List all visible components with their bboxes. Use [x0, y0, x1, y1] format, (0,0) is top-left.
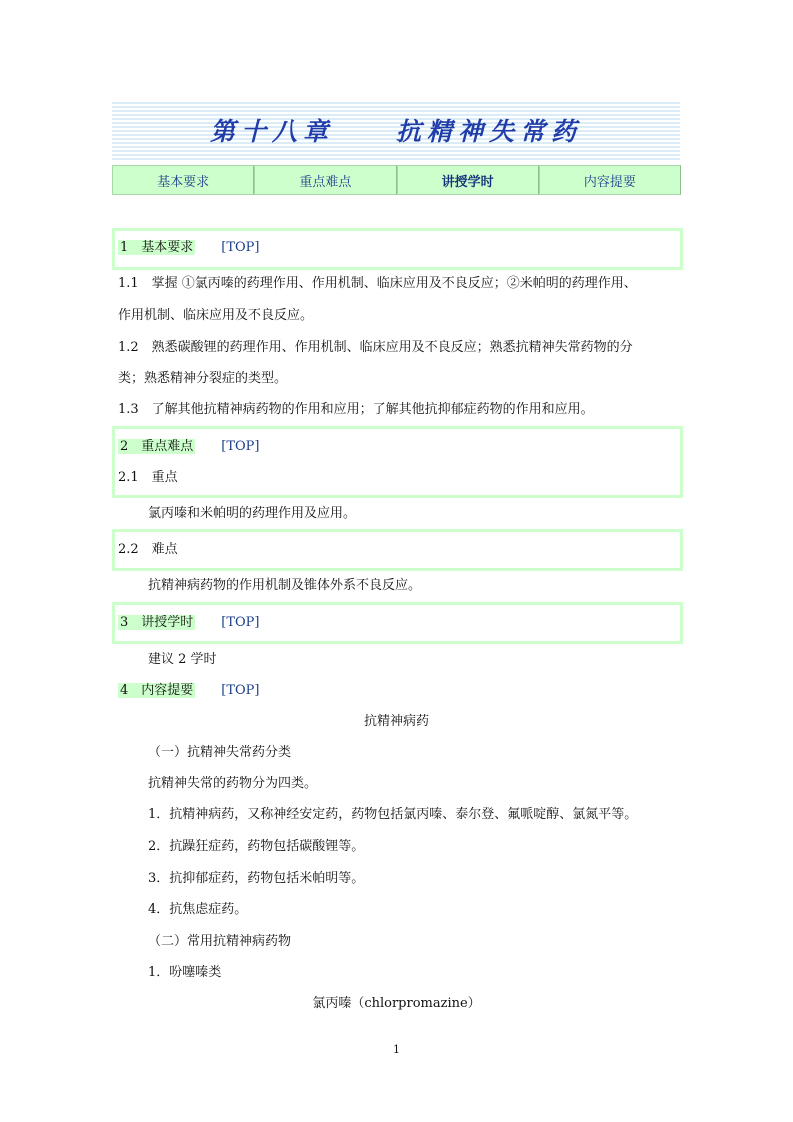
tab-teaching-hours[interactable]: 讲授学时 — [397, 165, 539, 195]
section4-heading: 4 内容提要 — [120, 683, 194, 698]
section1-heading-row — [118, 239, 260, 257]
top-link-2[interactable]: [TOP] — [221, 439, 260, 454]
top-link-1[interactable]: [TOP] — [221, 240, 260, 255]
tab-content-summary[interactable]: 内容提要 — [539, 165, 681, 195]
section2-heading-row — [118, 438, 260, 456]
section4-part2: （二）常用抗精神病药物 — [148, 934, 292, 949]
section2-sub1-text: 氯丙嗪和米帕明的药理作用及应用。 — [148, 506, 357, 521]
list-item: 3．抗抑郁症药，药物包括米帕明等。 — [148, 871, 365, 886]
section4-sub: 1．吩噻嗪类 — [148, 965, 222, 980]
top-link-3[interactable]: [TOP] — [221, 615, 260, 630]
tab-basic-requirements[interactable]: 基本要求 — [112, 165, 254, 195]
section-nav — [112, 165, 681, 195]
chapter-banner — [112, 100, 680, 160]
section3-heading-row — [118, 614, 260, 632]
section3-text: 建议 2 学时 — [148, 652, 217, 667]
section2-sub2-text: 抗精神病药物的作用机制及锥体外系不良反应。 — [148, 578, 422, 593]
section2-heading-box — [112, 426, 683, 498]
section4-heading-row — [118, 682, 260, 700]
section1-item2-line1: 1.2 熟悉碳酸锂的药理作用、作用机制、临床应用及不良反应；熟悉抗精神失常药物的分 — [118, 340, 633, 355]
section1-item1-line2: 作用机制、临床应用及不良反应。 — [118, 308, 314, 323]
tab-key-points[interactable]: 重点难点 — [254, 165, 396, 195]
section2-sub2: 2.2 难点 — [118, 542, 178, 557]
section1-heading: 1 基本要求 — [120, 240, 194, 255]
drug-title: 氯丙嗪（chlorpromazine） — [312, 996, 481, 1011]
page-number: 1 — [393, 1043, 400, 1056]
section4-part1: （一）抗精神失常药分类 — [148, 745, 292, 760]
list-item: 4．抗焦虑症药。 — [148, 902, 248, 917]
top-link-4[interactable]: [TOP] — [221, 683, 260, 698]
list-item: 1．抗精神病药，又称神经安定药，药物包括氯丙嗪、泰尔登、氟哌啶醇、氯氮平等。 — [148, 807, 638, 822]
chapter-title: 第十八章 抗精神失常药 — [209, 117, 582, 146]
section1-item3: 1.3 了解其他抗精神病药物的作用和应用；了解其他抗抑郁症药物的作用和应用。 — [118, 402, 594, 417]
list-item: 2．抗躁狂症药，药物包括碳酸锂等。 — [148, 839, 365, 854]
section3-heading: 3 讲授学时 — [120, 615, 194, 630]
section1-item2-line2: 类；熟悉精神分裂症的类型。 — [118, 371, 288, 386]
section2-sub2-box — [112, 529, 683, 571]
section2-heading: 2 重点难点 — [120, 439, 194, 454]
section1-item1-line1: 1.1 掌握 ①氯丙嗪的药理作用、作用机制、临床应用及不良反应；②米帕明的药理作用、 — [118, 276, 637, 291]
section4-center-title: 抗精神病药 — [363, 714, 429, 729]
section2-sub1: 2.1 重点 — [118, 470, 178, 485]
section4-intro: 抗精神失常的药物分为四类。 — [148, 776, 318, 791]
